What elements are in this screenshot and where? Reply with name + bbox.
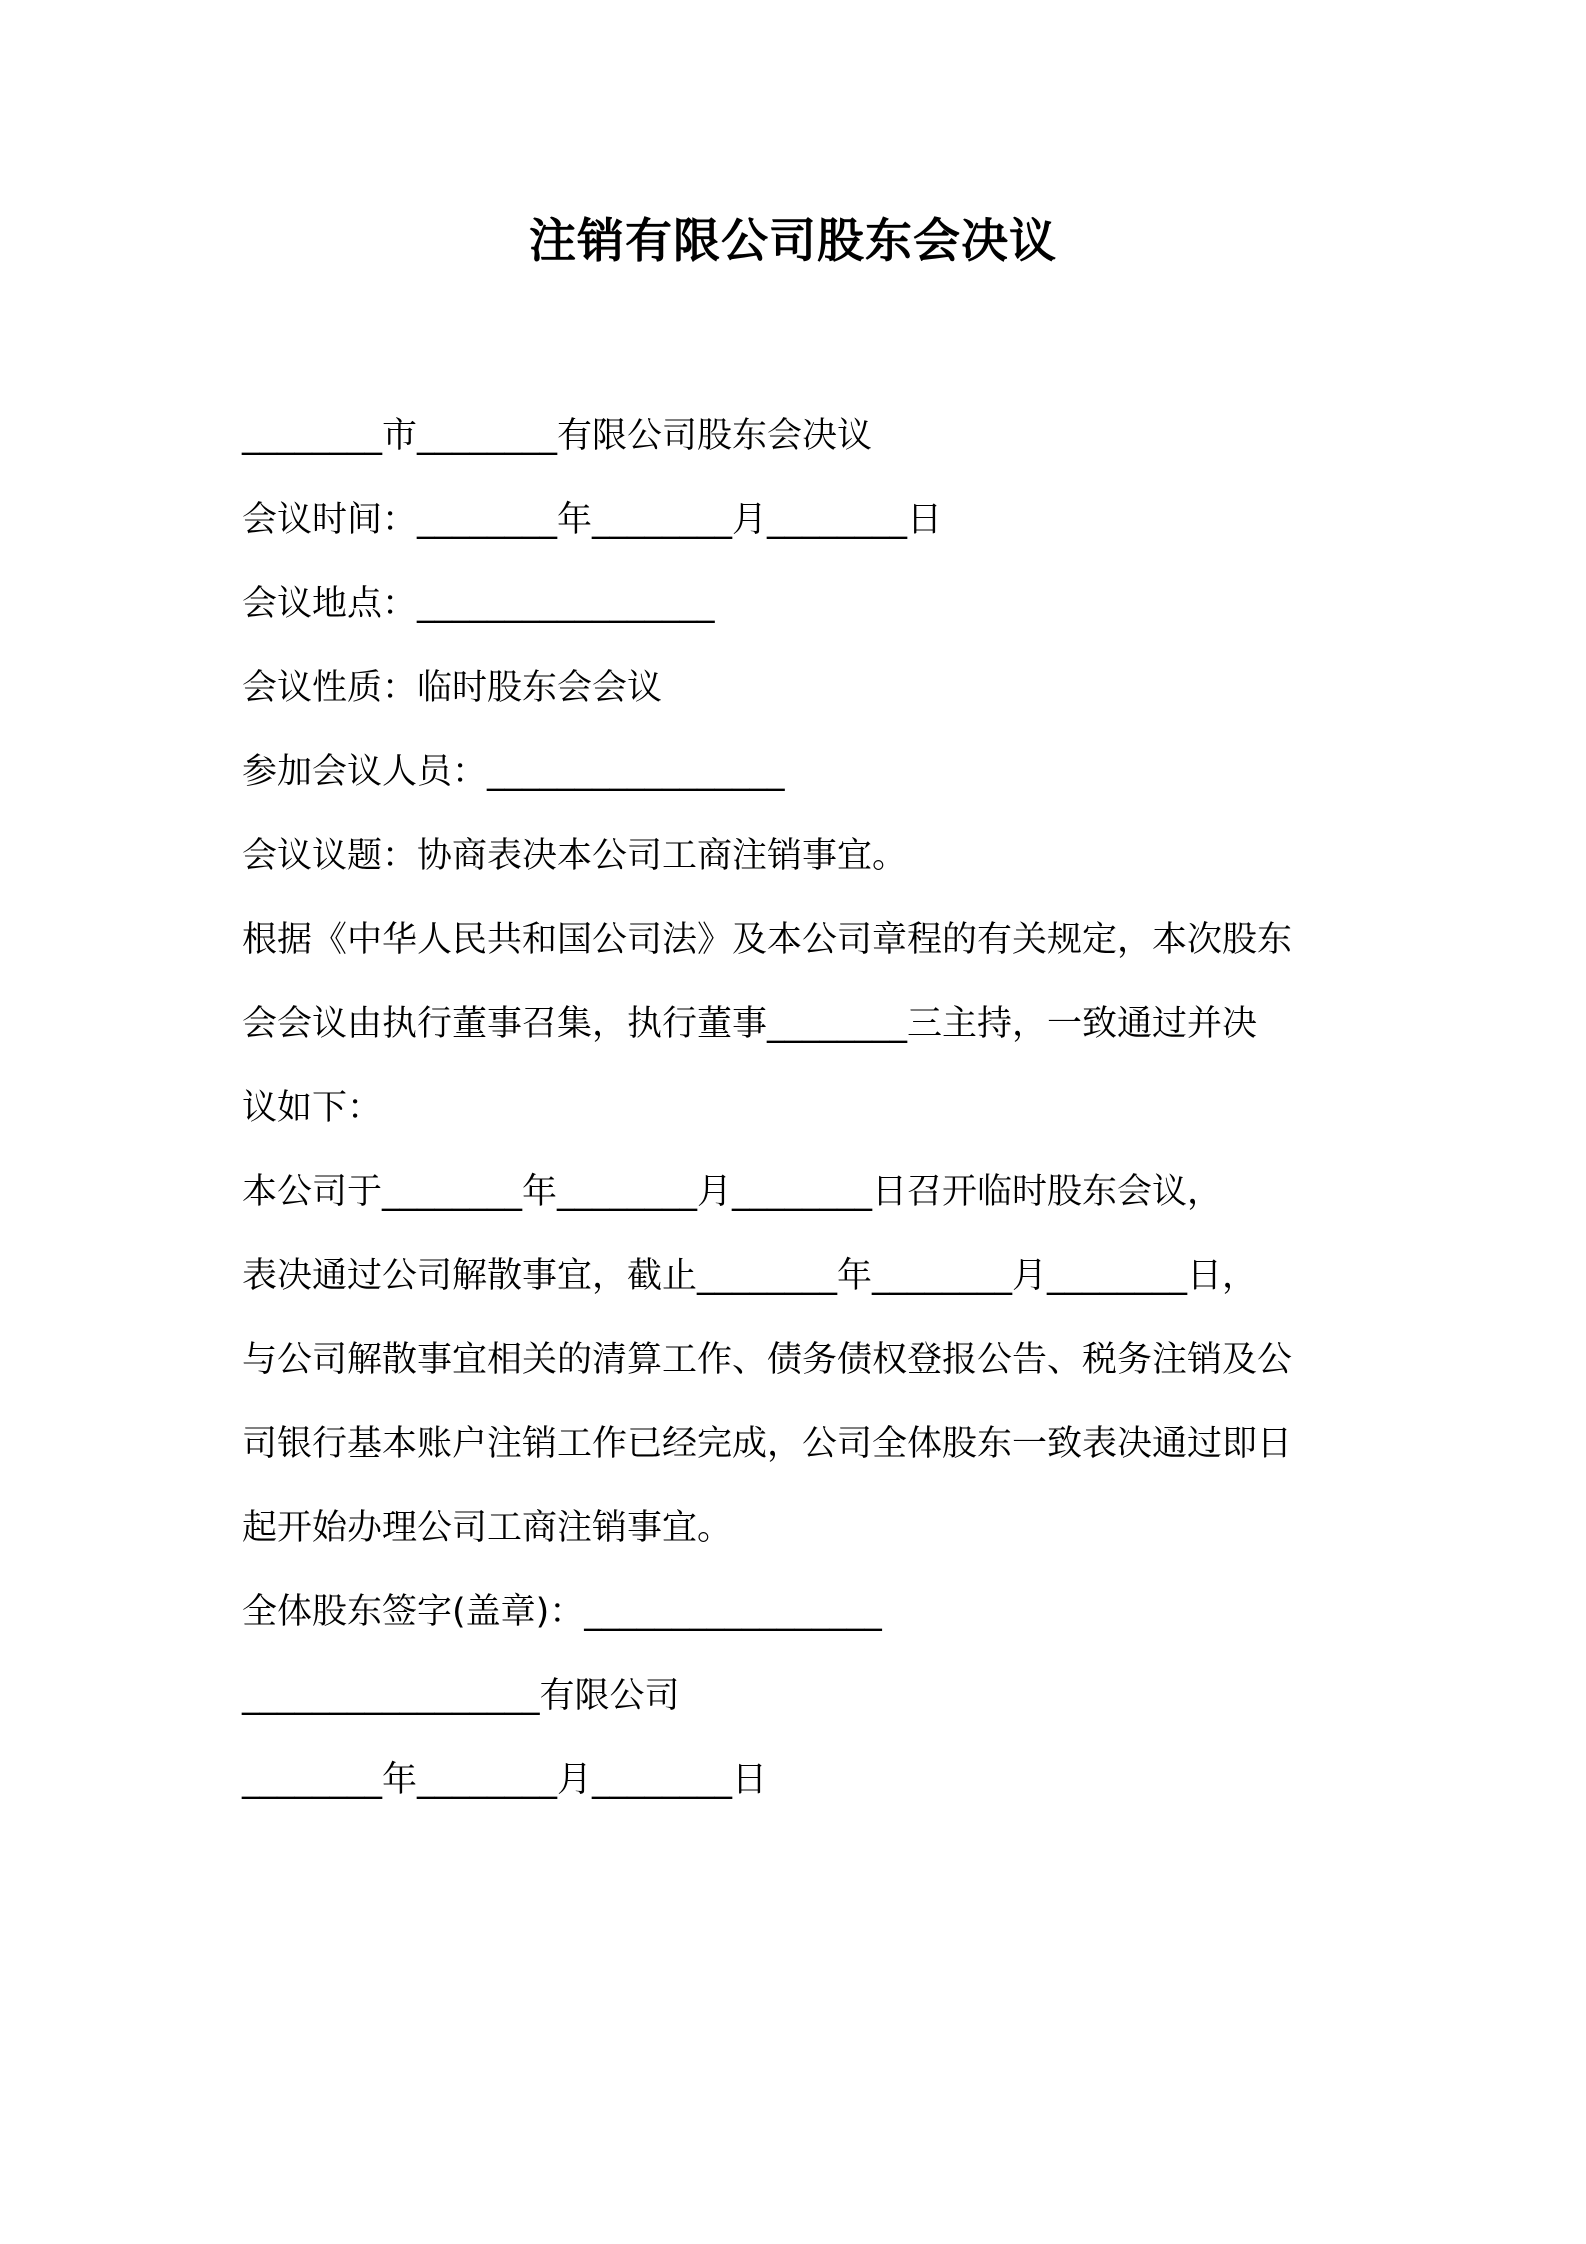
meeting-time-line: 会议时间：________年________月________日 bbox=[242, 500, 943, 540]
shareholder-signature-line: 全体股东签字(盖章)：_________________ bbox=[242, 1592, 882, 1632]
meeting-nature-line: 会议性质：临时股东会会议 bbox=[242, 668, 663, 708]
body-paragraph-line: 根据《中华人民共和国公司法》及本公司章程的有关规定，本次股东 bbox=[242, 920, 1293, 960]
company-name-line: _________________有限公司 bbox=[242, 1676, 680, 1716]
body-paragraph-line: 司银行基本账户注销工作已经完成，公司全体股东一致表决通过即日 bbox=[242, 1424, 1293, 1464]
body-paragraph-line: 本公司于________年________月________日召开临时股东会议， bbox=[242, 1172, 1223, 1212]
date-line: ________年________月________日 bbox=[242, 1760, 768, 1800]
body-paragraph-line: 与公司解散事宜相关的清算工作、债务债权登报公告、税务注销及公 bbox=[242, 1340, 1293, 1380]
body-paragraph-line: 会会议由执行董事召集，执行董事________三主持，一致通过并决 bbox=[242, 1004, 1258, 1044]
body-paragraph-line: 表决通过公司解散事宜，截止________年________月________日， bbox=[242, 1256, 1258, 1296]
meeting-place-line: 会议地点：_________________ bbox=[242, 584, 715, 624]
meeting-topic-line: 会议议题：协商表决本公司工商注销事宜。 bbox=[242, 836, 908, 876]
attendees-line: 参加会议人员：_________________ bbox=[242, 752, 785, 792]
resolution-heading-line: ________市________有限公司股东会决议 bbox=[242, 416, 873, 456]
document-title: 注销有限公司股东会决议 bbox=[529, 214, 1057, 269]
body-paragraph-line: 议如下： bbox=[242, 1088, 383, 1128]
body-paragraph-line: 起开始办理公司工商注销事宜。 bbox=[242, 1508, 733, 1548]
